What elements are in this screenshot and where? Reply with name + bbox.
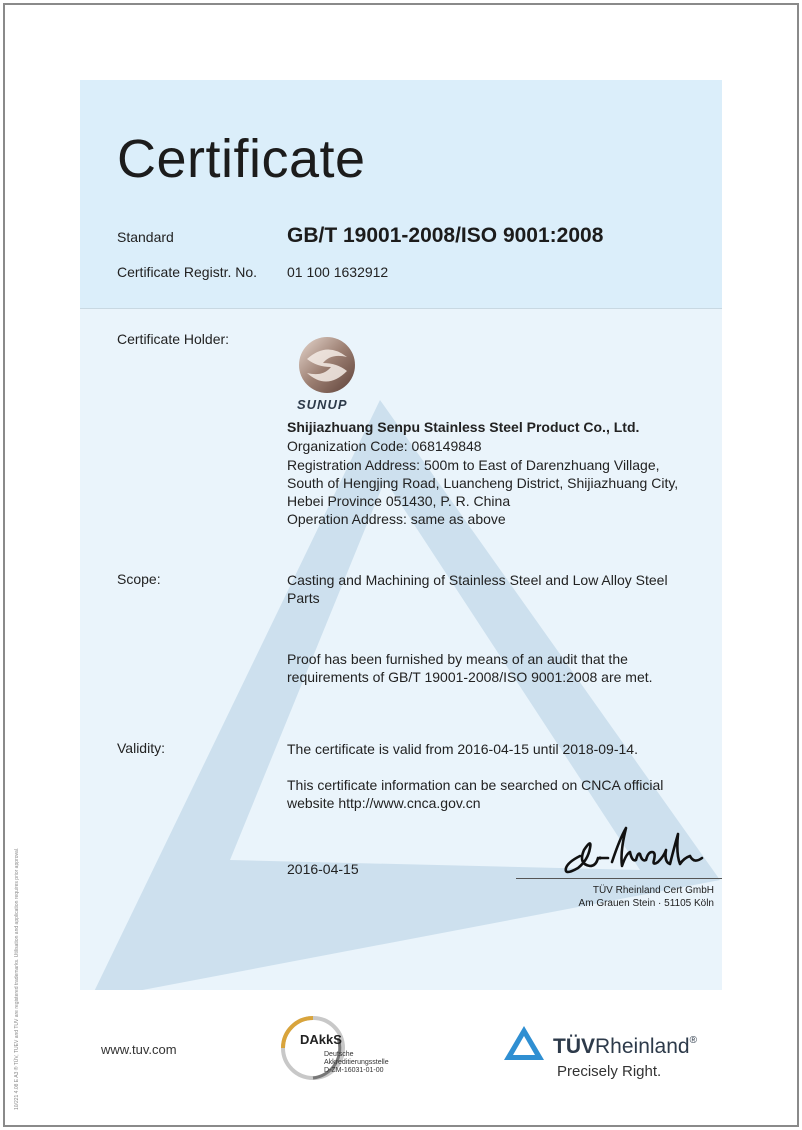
standard-value: GB/T 19001-2008/ISO 9001:2008: [287, 224, 604, 247]
registr-label: Certificate Registr. No.: [117, 264, 258, 280]
holder-address-line-1: Registration Address: 500m to East of Darenzhuang Village,: [287, 457, 660, 473]
holder-logo-text: SUNUP: [297, 397, 348, 412]
scope-label: Scope:: [117, 571, 161, 587]
tuv-brand-rest: Rheinland: [595, 1035, 690, 1058]
cnca-line-1: This certificate information can be searched on CNCA official: [287, 777, 664, 793]
tuv-brand-bold: TÜV: [553, 1035, 595, 1058]
registr-value: 01 100 1632912: [287, 264, 389, 280]
signature-icon: [560, 818, 720, 878]
dakks-sub-line-1: Deutsche: [324, 1051, 354, 1058]
holder-address-line-2: South of Hengjing Road, Luancheng District, Shijiazhuang City,: [287, 475, 679, 491]
cnca-line-2: website http://www.cnca.gov.cn: [287, 795, 481, 811]
holder-org-code: Organization Code: 068149848: [287, 438, 482, 454]
page-title: Certificate: [117, 129, 366, 189]
issue-date: 2016-04-15: [287, 861, 359, 877]
dakks-sub-line-2: Akkreditierungsstelle: [324, 1059, 389, 1066]
proof-line-2: requirements of GB/T 19001-2008/ISO 9001:2008 are met.: [287, 669, 653, 685]
holder-address-line-3: Hebei Province 051430, P. R. China: [287, 493, 511, 509]
signature-line: [516, 878, 722, 879]
scope-line-1: Casting and Machining of Stainless Steel and Low Alloy Steel: [287, 572, 668, 588]
validity-text: The certificate is valid from 2016-04-15 until 2018-09-14.: [287, 741, 638, 757]
holder-operation-address: Operation Address: same as above: [287, 511, 506, 527]
issuer-name: TÜV Rheinland Cert GmbH: [592, 885, 714, 896]
holder-label: Certificate Holder:: [117, 331, 230, 347]
validity-label: Validity:: [117, 740, 165, 756]
tuv-registered-mark: ®: [689, 1035, 697, 1046]
tuv-tagline: Precisely Right.: [557, 1063, 662, 1080]
dakks-sub-line-3: D-ZM-16031-01-00: [324, 1067, 384, 1074]
proof-line-1: Proof has been furnished by means of an audit that the: [287, 651, 628, 667]
scope-line-2: Parts: [287, 590, 320, 606]
tuv-brand: [553, 1035, 697, 1059]
standard-label: Standard: [117, 229, 174, 245]
dakks-sub: [324, 1051, 389, 1075]
footer-url-link[interactable]: www.tuv.com: [101, 1042, 177, 1057]
dakks-name: DAkkS: [300, 1032, 342, 1047]
side-note: 10/221 4.08 E A3 ® TÜV, TUEV and TUV are registered trademarks. Utilisation and application requires prior approval.: [14, 847, 20, 1110]
issuer-block: [579, 884, 714, 910]
holder-company-name: Shijiazhuang Senpu Stainless Steel Product Co., Ltd.: [287, 419, 640, 435]
issuer-address: Am Grauen Stein · 51105 Köln: [578, 898, 714, 909]
tuv-triangle-icon: [502, 1024, 546, 1064]
